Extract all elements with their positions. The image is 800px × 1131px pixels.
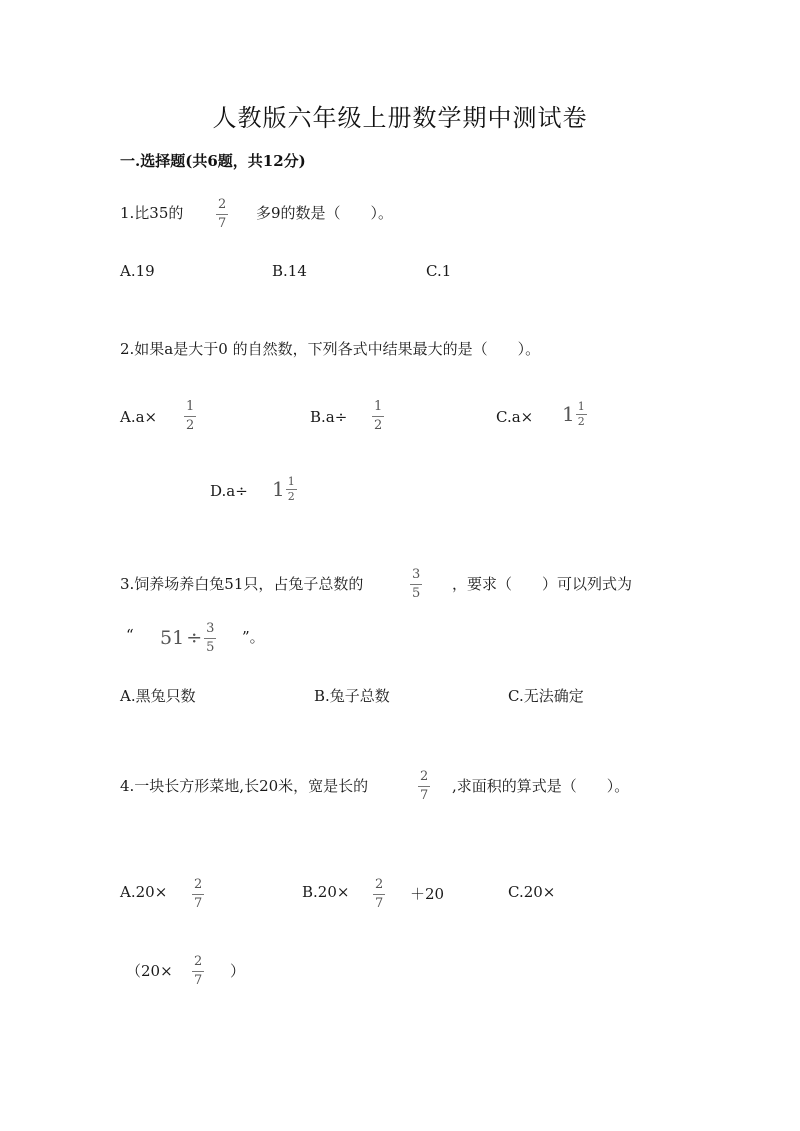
q4-option-b-suffix: ＋20 [410, 885, 445, 903]
q4-text-before: 4.一块长方形菜地,长20米，宽是长的 [120, 777, 369, 795]
mixed-whole: 1 [272, 477, 285, 501]
fraction-denominator: 7 [194, 973, 203, 988]
q4-option-c-open: （20× [126, 962, 173, 980]
fraction-bar [216, 214, 228, 215]
fraction-numerator: 2 [194, 954, 203, 969]
q4-fraction [418, 770, 430, 802]
fraction-numerator: 2 [218, 197, 227, 212]
fraction-bar [204, 638, 216, 639]
fraction-denominator: 7 [194, 896, 203, 911]
fraction-numerator: 3 [412, 567, 421, 582]
fraction-numerator: 1 [186, 399, 195, 414]
q3-option-c: C.无法确定 [508, 687, 584, 705]
fraction-bar [410, 584, 422, 585]
fraction-denominator: 2 [287, 490, 295, 503]
q2-option-a-label: A.a× [120, 408, 158, 426]
q4-option-a-fraction [192, 878, 204, 910]
q3-text-after: ，要求（ ）可以列式为 [452, 575, 633, 593]
fraction-numerator: 3 [206, 621, 215, 636]
q1-text-before: 1.比35的 [120, 204, 184, 222]
fraction-numerator: 1 [287, 475, 295, 488]
q1-fraction [216, 198, 228, 230]
fraction-bar [192, 894, 204, 895]
fraction-denominator: 7 [420, 788, 429, 803]
q1-option-b: B.14 [272, 262, 307, 280]
fraction-denominator: 5 [206, 640, 215, 655]
q3-quote-close: ”。 [242, 628, 265, 646]
q3-option-a: A.黑兔只数 [120, 687, 196, 705]
q1-text-after: 多9的数是（ ）。 [256, 204, 394, 222]
mixed-fraction [286, 476, 297, 502]
fraction-bar [372, 416, 384, 417]
q4-option-a-label: A.20× [120, 883, 168, 901]
q1-option-c: C.1 [426, 262, 452, 280]
fraction-denominator: 5 [412, 586, 421, 601]
fraction-numerator: 1 [374, 399, 383, 414]
fraction-bar [373, 894, 385, 895]
q2-text: 2.如果a是大于0 的自然数，下列各式中结果最大的是（ ）。 [120, 340, 541, 358]
q2-option-d-mixed-number [272, 476, 297, 502]
fraction-bar [184, 416, 196, 417]
q4-option-b-label: B.20× [302, 883, 350, 901]
q2-option-c-mixed-number [562, 401, 587, 427]
expression-fraction [204, 622, 216, 654]
q3-quote-open: “ [126, 626, 134, 644]
expression-number: 51 [160, 627, 185, 649]
fraction-denominator: 7 [375, 896, 384, 911]
q2-option-a-fraction [184, 400, 196, 432]
q2-option-c-label: C.a× [496, 408, 534, 426]
q3-option-b: B.兔子总数 [314, 687, 390, 705]
q4-option-c-label: C.20× [508, 883, 556, 901]
mixed-whole: 1 [562, 402, 575, 426]
q3-text-before: 3.饲养场养白兔51只，占兔子总数的 [120, 575, 364, 593]
q2-option-b-fraction [372, 400, 384, 432]
section-heading: 一.选择题(共6题，共12分) [120, 152, 306, 170]
fraction-denominator: 2 [374, 418, 383, 433]
fraction-numerator: 1 [577, 400, 585, 413]
q3-fraction [410, 568, 422, 600]
q2-option-d-label: D.a÷ [210, 482, 248, 500]
fraction-denominator: 2 [186, 418, 195, 433]
fraction-numerator: 2 [375, 877, 384, 892]
page-title: 人教版六年级上册数学期中测试卷 [212, 104, 588, 132]
q4-option-c-fraction [192, 955, 204, 987]
q4-text-after: ,求面积的算式是（ ）。 [452, 777, 630, 795]
q1-option-a: A.19 [120, 262, 155, 280]
fraction-denominator: 7 [218, 216, 227, 231]
q2-option-b-label: B.a÷ [310, 408, 348, 426]
q4-option-b-fraction [373, 878, 385, 910]
fraction-numerator: 2 [420, 769, 429, 784]
q3-expression [160, 622, 216, 654]
fraction-numerator: 2 [194, 877, 203, 892]
q4-option-c-close: ） [230, 962, 246, 980]
fraction-bar [418, 786, 430, 787]
divide-sign: ÷ [186, 627, 203, 649]
mixed-fraction [576, 401, 587, 427]
fraction-bar [192, 971, 204, 972]
fraction-denominator: 2 [577, 415, 585, 428]
